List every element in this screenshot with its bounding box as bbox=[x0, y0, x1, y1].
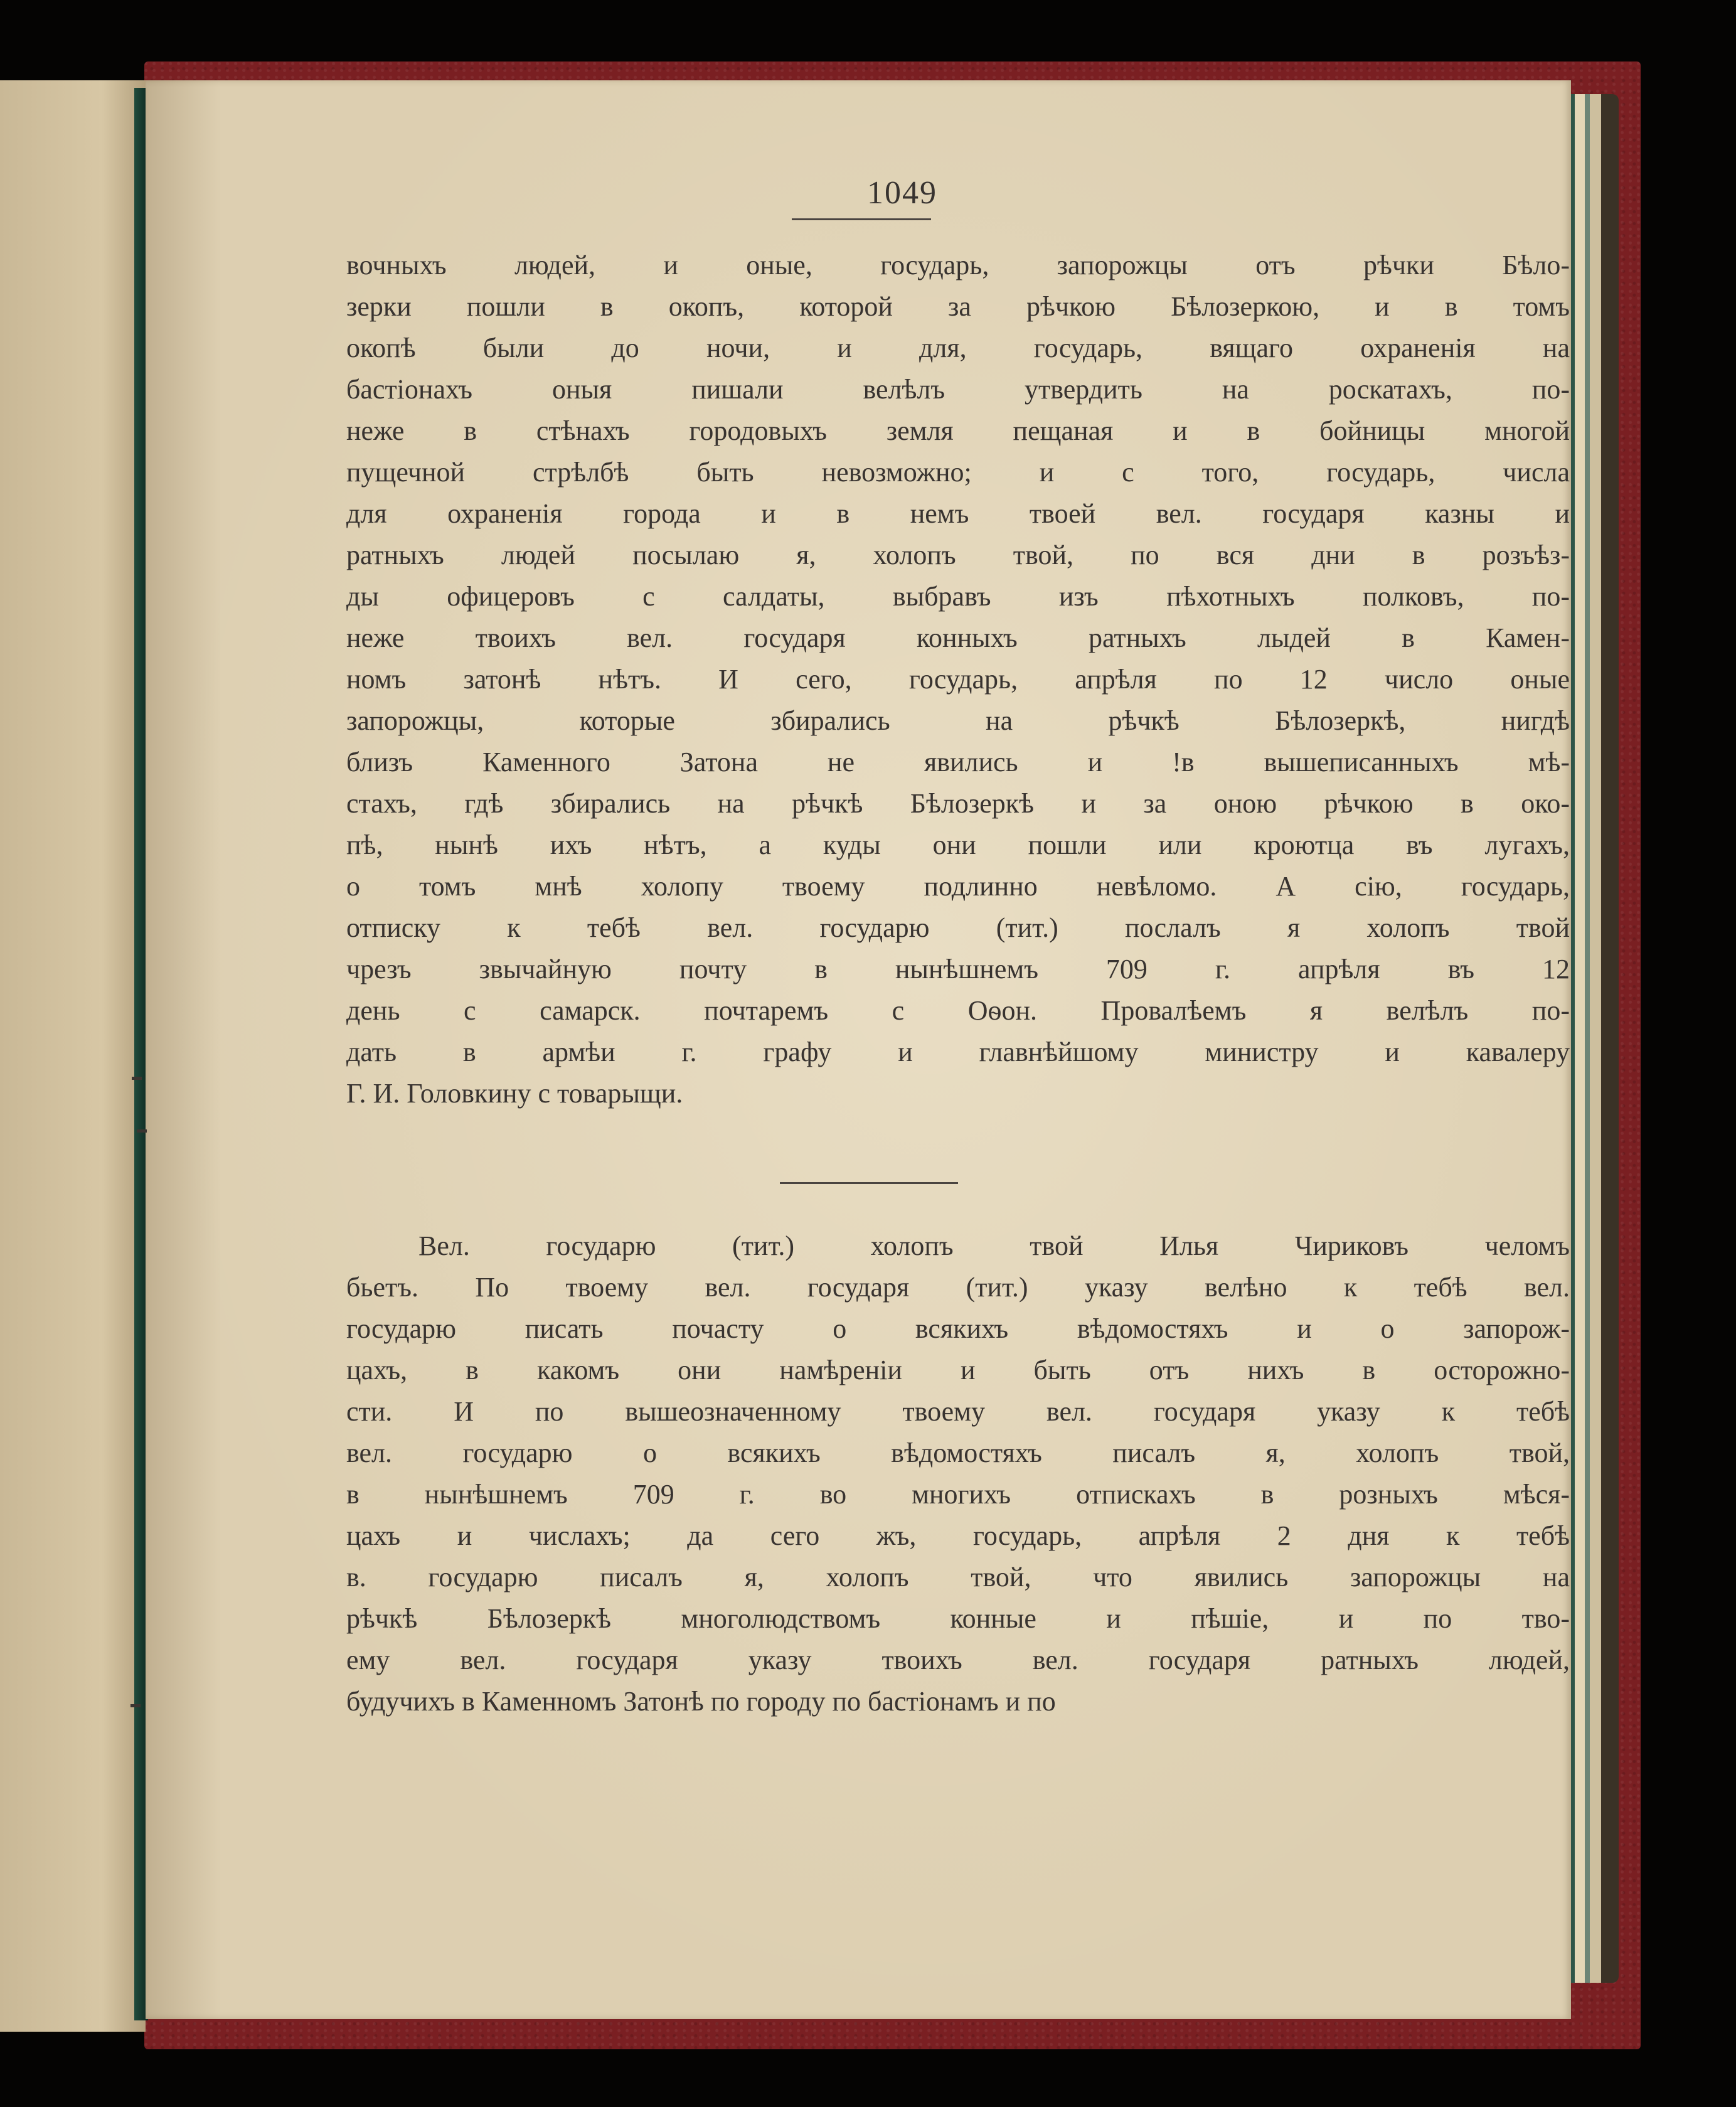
page-number: 1049 bbox=[867, 175, 937, 211]
section-divider bbox=[780, 1182, 958, 1184]
text-line: отписку к тебѣ вел. государю (тит.) послалъ я холопъ твой bbox=[346, 912, 1570, 943]
text-line: зерки пошли в окопъ, которой за рѣчкою Бѣлозеркою, и в томъ bbox=[346, 291, 1570, 322]
text-line: цахъ и числахъ; да сего жъ, государь, апрѣля 2 дня к тебѣ bbox=[346, 1520, 1570, 1551]
margin-mark bbox=[137, 1129, 147, 1133]
text-line: ему вел. государя указу твоихъ вел. государя ратныхъ людей, bbox=[346, 1645, 1570, 1675]
text-line: в. государю писалъ я, холопъ твой, что явились запорожцы на bbox=[346, 1562, 1570, 1592]
paragraph bbox=[346, 1225, 1570, 1722]
text-line: неже твоихъ вел. государя конныхъ ратныхъ лыдей в Камен- bbox=[346, 622, 1570, 653]
text-line: рѣчкѣ Бѣлозеркѣ многолюдствомъ конные и пѣшіе, и по тво- bbox=[346, 1603, 1570, 1634]
paragraph bbox=[346, 245, 1570, 1114]
text-line: государю писать почасту о всякихъ вѣдомостяхъ и о запорож- bbox=[346, 1313, 1570, 1344]
text-line: Г. И. Головкину с товарыщи. bbox=[346, 1078, 683, 1109]
text-line: день с самарск. почтаремъ с Оѳон. Провалѣемъ я велѣлъ по- bbox=[346, 995, 1570, 1026]
text-line: пѣ, нынѣ ихъ нѣтъ, а куды они пошли или кроютца въ лугахъ, bbox=[346, 829, 1570, 860]
text-line: стахъ, гдѣ збирались на рѣчкѣ Бѣлозеркѣ и за оною рѣчкою в око- bbox=[346, 788, 1570, 819]
text-line: бьетъ. По твоему вел. государя (тит.) указу велѣно к тебѣ вел. bbox=[346, 1272, 1570, 1303]
text-line: чрезъ звычайную почту в нынѣшнемъ 709 г. апрѣля въ 12 bbox=[346, 954, 1570, 984]
margin-mark bbox=[130, 1704, 141, 1707]
text-line: вел. государю о всякихъ вѣдомостяхъ писалъ я, холопъ твой, bbox=[346, 1438, 1570, 1468]
text-line: будучихъ в Каменномъ Затонѣ по городу по бастіонамъ и по bbox=[346, 1686, 1056, 1717]
text-line: близъ Каменного Затона не явились и !в вышеписанныхъ мѣ- bbox=[346, 747, 1570, 777]
left-page-edge bbox=[0, 80, 146, 2032]
text-line: цахъ, в какомъ они намѣреніи и быть отъ нихъ в осторожно- bbox=[346, 1355, 1570, 1385]
text-line: пущечной стрѣлбѣ быть невозможно; и с того, государь, числа bbox=[346, 457, 1570, 488]
text-line: дать в армѣи г. графу и главнѣйшому министру и кавалеру bbox=[346, 1037, 1570, 1067]
text-line: для охраненія города и в немъ твоей вел. государя казны и bbox=[346, 498, 1570, 529]
text-line: Вел. государю (тит.) холопъ твой Илья Чириковъ челомъ bbox=[418, 1230, 1570, 1261]
text-line: сти. И по вышеозначенному твоему вел. государя указу к тебѣ bbox=[346, 1396, 1570, 1427]
margin-mark bbox=[132, 1077, 142, 1080]
text-line: вочныхъ людей, и оные, государь, запорожцы отъ рѣчки Бѣло- bbox=[346, 250, 1570, 280]
header-rule bbox=[792, 218, 931, 220]
text-line: ратныхъ людей посылаю я, холопъ твой, по вся дни в розъѣз- bbox=[346, 540, 1570, 570]
text-line: в нынѣшнемъ 709 г. во многихъ отпискахъ в розныхъ мѣся- bbox=[346, 1479, 1570, 1510]
text-line: запорожцы, которые збирались на рѣчкѣ Бѣлозеркѣ, нигдѣ bbox=[346, 705, 1570, 736]
text-line: ды офицеровъ с салдаты, выбравъ изъ пѣхотныхъ полковъ, по- bbox=[346, 581, 1570, 612]
text-line: о томъ мнѣ холопу твоему подлинно невѣломо. А сію, государь, bbox=[346, 871, 1570, 902]
text-line: неже в стѣнахъ городовыхъ земля пещаная и в бойницы многой bbox=[346, 415, 1570, 446]
text-line: бастіонахъ оныя пишали велѣлъ утвердить на роскатахъ, по- bbox=[346, 374, 1570, 405]
text-line: окопѣ были до ночи, и для, государь, вящаго охраненія на bbox=[346, 333, 1570, 363]
book-page bbox=[146, 80, 1571, 2019]
text-line: номъ затонѣ нѣтъ. И сего, государь, апрѣля по 12 число оные bbox=[346, 664, 1570, 695]
